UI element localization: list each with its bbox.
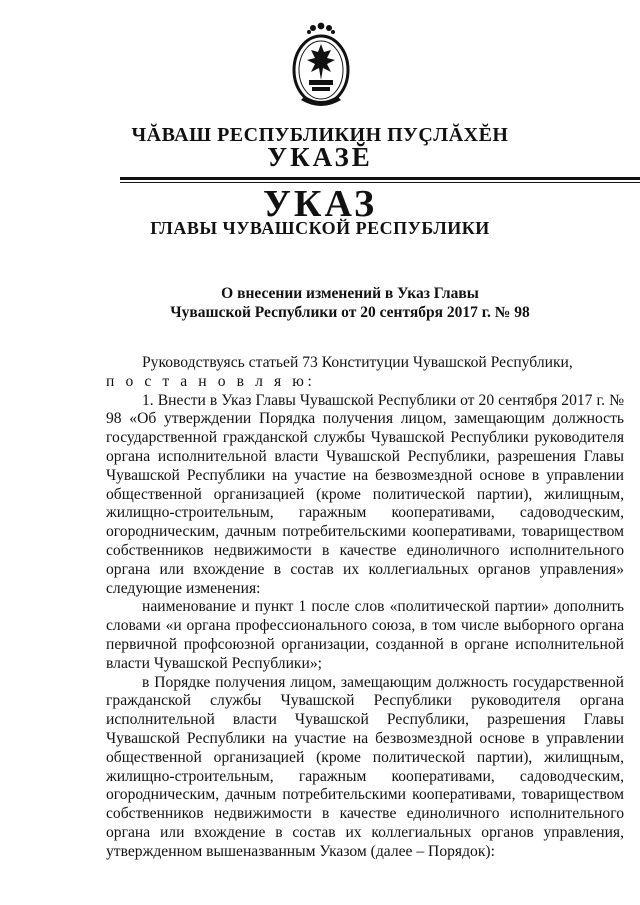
document-subject xyxy=(0,284,640,322)
paragraph-basis: Руководствуясь статьей 73 Конституции Чувашской Республики, xyxy=(142,354,573,371)
subject-line-2: Чувашской Республики от 20 сентября 2017 г. № 98 xyxy=(170,304,530,321)
document-body xyxy=(106,354,624,862)
ukaz-title: УКАЗ xyxy=(263,183,377,225)
paragraph-procedure-change: в Порядке получения лицом, замещающим должность государственной гражданской службы Чувашской Республики руководителя органа исполнительной власти Чувашской Республики, разрешения Главы Чувашской Республики на участие на безвозмездной основе в управлении общественной организацией (кроме политической партии), жилищным, жилищно-строительным, гаражным кооперативами, садоводческим, огородническим, дачным потребительскими кооперативами, товариществом собственников недвижимости в качестве единоличного исполнительного органа или вхождение в состав их коллегиальных органов управления, утвержденном вышеназванным Указом (далее – Порядок): xyxy=(106,673,624,860)
chuvash-title-line: ЧĂВАШ РЕСПУБЛИКИН ПУҪЛĂХĔН xyxy=(131,124,509,146)
paragraph-title-change: наименование и пункт 1 после слов «политической партии» дополнить словами «и органа профессионального союза, в том числе выборного органа первичной профсоюзной организации, созданной в органе исполнительной власти Чувашской Республики»; xyxy=(106,598,624,672)
paragraph-item-1: 1. Внести в Указ Главы Чувашской Республики от 20 сентября 2017 г. № 98 «Об утверждении Порядка получения лицом, замещающим должность государственной гражданской службы Чувашской Республики руководителя органа исполнительной власти Чувашской Республики, разрешения Главы Чувашской Республики на участие на безвозмездной основе в управлении общественной организацией (кроме политической партии), жилищным, жилищно-строительным, гаражным кооперативами, садоводческим, огородническим, дачным потребительскими кооперативами, товариществом собственников недвижимости в качестве единоличного исполнительного органа или вхождение в состав их коллегиальных органов управления» следующие изменения: xyxy=(106,391,624,597)
subject-line-1: О внесении изменений в Указ Главы xyxy=(221,285,479,302)
header-divider-thick xyxy=(120,177,640,180)
issuer-title: ГЛАВЫ ЧУВАШСКОЙ РЕСПУБЛИКИ xyxy=(150,218,490,238)
coat-of-arms-icon xyxy=(291,22,351,110)
paragraph-resolve: п о с т а н о в л я ю: xyxy=(106,372,316,390)
chuvash-ukaz-title: УКАЗĔ xyxy=(267,142,373,172)
